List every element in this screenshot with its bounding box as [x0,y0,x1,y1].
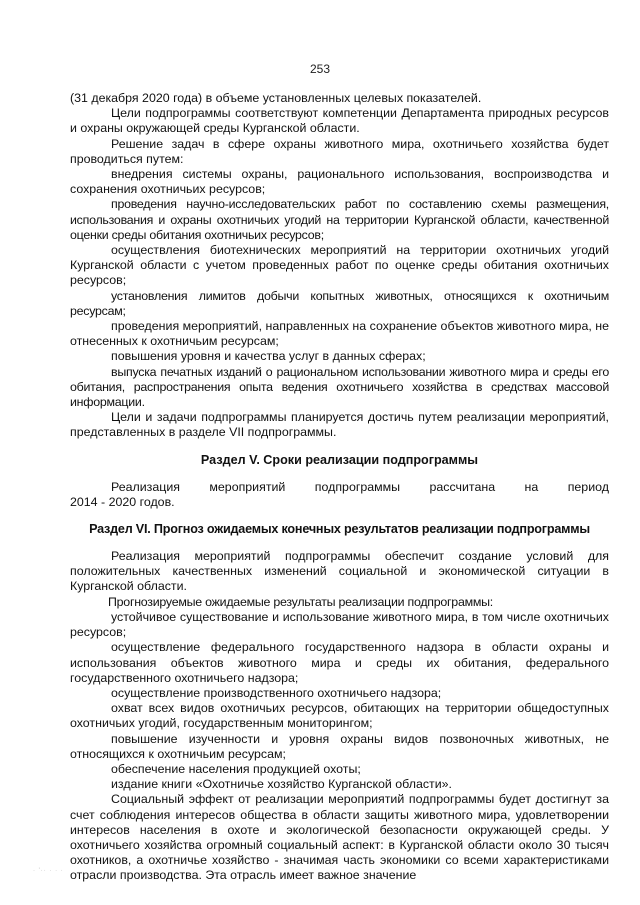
section-heading: Раздел V. Сроки реализации подпрограммы [200,452,479,467]
page-body [70,91,609,884]
paragraph: Социальный эффект от реализации мероприятий подпрограммы будет достигнут за счет соблюдения интересов общества в области защиты животного мира, удовлетворении интересов населения в охоте и экологической безопасности окружающей среды. У охотничьего хозяйства огромный социальный аспект: в Курганской области около 30 тысяч охотников, а охотничье хозяйство - значимая часть экономики со всеми характеристиками отрасли производства. Эта отрасль имеет важное значение [70,792,609,883]
word: Реализация [111,479,180,494]
word: на [524,479,539,494]
list-item: охват всех видов охотничьих ресурсов, обитающих на территории общедоступных охотничьих угодий, государственным мониторингом; [70,701,609,731]
list-item: проведения мероприятий, направленных на сохранение объектов животного мира, не отнесенных к охотничьим ресурсам; [70,319,609,349]
list-item: осуществление производственного охотничьего надзора; [111,685,442,700]
scan-mark: · '·· · · · [33,868,64,874]
word: мероприятий [209,479,286,494]
list-item: осуществление федерального государственного надзора в области охраны и использования объектов животного мира и среды их обитания, федерального государственного охотничьего надзора; [70,640,609,685]
list-item: устойчивое существование и использование животного мира, в том числе охотничьих ресурсов; [70,609,609,640]
list-item: выпуска печатных изданий о рациональном использовании животного мира и среды его обитания, распространения опыта ведения охотничьего хозяйства в средствах массовой информации. [70,364,609,410]
section-heading: Раздел VI. Прогноз ожидаемых конечных результатов реализации подпрограммы [89,522,590,537]
word: рассчитана [429,479,496,494]
section5-line [70,480,609,495]
paragraph: Прогнозируемые ожидаемые результаты реализации подпрограммы: [108,594,493,609]
list-item: осуществления биотехнических мероприятий на территории охотничьих угодий Курганской области с учетом проведенных работ по оценке среды обитания охотничьих ресурсов; [70,243,609,288]
paragraph: Решение задач в сфере охраны животного мира, охотничьего хозяйства будет проводиться путем: [70,136,609,166]
list-item: установления лимитов добычи копытных животных, относящихся к охотничьим ресурсам; [70,288,609,318]
paragraph: Цели подпрограммы соответствуют компетенции Департамента природных ресурсов и охраны окружающей среды Курганской области. [70,106,609,136]
list-item: проведения научно-исследовательских работ по составлению схемы размещения, использования и охраны охотничьих угодий на территории Курганской области, качественной оценки среды обитания охотничьих ресурсов; [70,197,609,242]
page-number: 253 [309,62,331,76]
list-item: повышения уровня и качества услуг в данных сферах; [111,349,426,364]
word: подпрограммы [314,479,401,494]
list-item: внедрения системы охраны, рационального использования, воспроизводства и сохранения охотничьих ресурсов; [70,167,609,197]
paragraph: 2014 - 2020 годов. [70,494,175,509]
list-item: повышение изученности и уровня охраны видов позвоночных животных, не относящихся к охотничьим ресурсам; [70,731,609,761]
paragraph: Цели и задачи подпрограммы планируется достичь путем реализации мероприятий, представленных в разделе VII подпрограммы. [70,410,609,440]
word: период [567,479,609,494]
paragraph: Реализация мероприятий подпрограммы обеспечит создание условий для положительных качественных изменений социальной и экономической ситуации в Курганской области. [70,549,609,594]
paragraph: (31 декабря 2020 года) в объеме установленных целевых показателей. [70,91,482,105]
list-item: обеспечение населения продукцией охоты; [111,761,361,776]
list-item: издание книги «Охотничье хозяйство Курганской области». [111,777,452,792]
